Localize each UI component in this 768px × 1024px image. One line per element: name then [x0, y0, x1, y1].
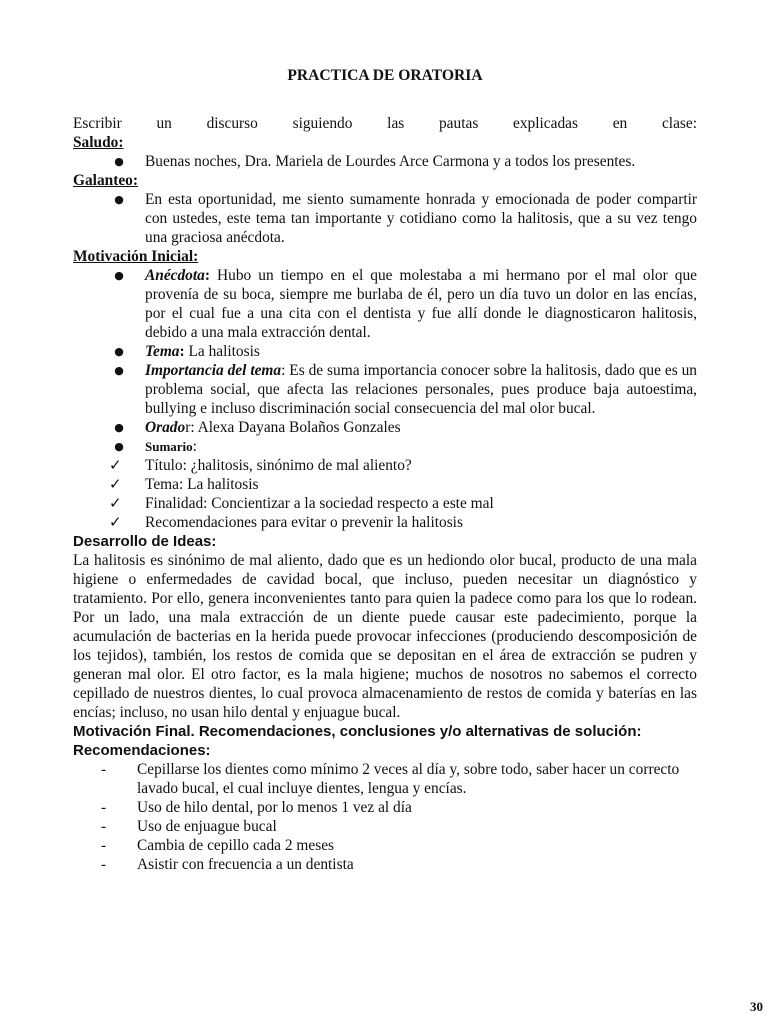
list-item: ● Orador: Alexa Dayana Bolaños Gonzales	[114, 419, 401, 436]
list-item: ✓ Título: ¿halitosis, sinónimo de mal aliento?	[109, 456, 412, 474]
sumario-label: Sumario	[145, 439, 193, 454]
page-title: PRACTICA DE ORATORIA	[287, 67, 483, 84]
checkmark-icon: ✓	[109, 475, 122, 493]
recomendaciones-heading: Recomendaciones:	[73, 742, 211, 759]
bullet-icon: ●	[114, 155, 124, 168]
bullet-icon: ●	[114, 440, 124, 453]
intro-text: Escribir un discurso siguiendo las pautas explicadas en clase:	[73, 115, 697, 132]
motivacion-final-heading: Motivación Final. Recomendaciones, conclusiones y/o alternativas de solución:	[73, 723, 642, 740]
list-item: ● Buenas noches, Dra. Mariela de Lourdes Arce Carmona y a todos los presentes.	[114, 153, 636, 170]
list-item: - Asistir con frecuencia a un dentista	[101, 856, 354, 873]
list-item: ✓ Recomendaciones para evitar o prevenir la halitosis	[109, 513, 463, 531]
list-item: - Uso de enjuague bucal	[101, 818, 277, 835]
list-item: ● Tema: La halitosis	[114, 343, 260, 360]
galanteo-heading: Galanteo:	[73, 172, 138, 189]
item-label: Tema	[145, 343, 180, 360]
dash-icon: -	[101, 761, 107, 778]
list-item: - Cepillarse los dientes como mínimo 2 veces al día y, sobre todo, saber hacer un correcto lavado bucal, el cual incluye dientes, lengua y encías.	[101, 761, 680, 797]
bullet-icon: ●	[114, 421, 124, 434]
checkmark-icon: ✓	[109, 456, 122, 474]
checkmark-icon: ✓	[109, 494, 122, 512]
document-page	[73, 0, 763, 1024]
list-item: ● En esta oportunidad, me siento sumamente honrada y emocionada de poder compartir con ustedes, este tema tan importante y cotidiano como la halitosis, que a su vez tengo una graciosa anécdota.	[114, 191, 697, 246]
list-item: ● Importancia del tema: Es de suma importancia conocer sobre la halitosis, dado que es un problema social, que afecta las relaciones personales, pues produce baja autoestima, bullying e incluso discriminación social consecuencia del mal olor bucal.	[114, 362, 697, 417]
saludo-list	[73, 152, 697, 171]
document-content	[73, 114, 697, 874]
recomendaciones-list	[73, 760, 697, 874]
dash-icon: -	[101, 799, 107, 816]
motivacion-inicial-heading: Motivación Inicial:	[73, 248, 199, 265]
desarrollo-paragraph: La halitosis es sinónimo de mal aliento, dado que es un hediondo olor bucal, producto de una mala higiene o enfermedades de cavidad bocal, que incluso, pueden necesitar un diagnóstico y tratamiento. Por ello, genera inconvenientes tanto para quien la padece como para los que lo rodean. Por un lado, una mala extracción de un diente puede causar este padecimiento, porque la acumulación de bacterias en la herida puede provocar infecciones (produciendo descomposición de los tejidos), también, los restos de comida que se depositan en el área de extracción se pudren y generan mal olor. El otro factor, es la mala higiene; muchos de nosotros no sabemos el correcto cepillado de nuestros dientes, lo cual provoca almacenamiento de restos de comida y baterías en las encías; incluso, no usan hilo dental y enjuague bucal.	[73, 552, 697, 721]
item-label: Orado	[145, 419, 186, 436]
list-item: ✓ Tema: La halitosis	[109, 475, 259, 493]
item-label: Anécdota	[145, 267, 205, 284]
bullet-icon: ●	[114, 364, 124, 377]
motivacion-inicial-list	[73, 266, 697, 456]
dash-icon: -	[101, 837, 107, 854]
list-item: - Cambia de cepillo cada 2 meses	[101, 837, 335, 854]
list-item: ● Sumario:	[114, 438, 197, 455]
list-item: - Uso de hilo dental, por lo menos 1 vez al día	[101, 799, 412, 816]
list-item: ✓ Finalidad: Concientizar a la sociedad respecto a este mal	[109, 494, 494, 512]
saludo-heading: Saludo:	[73, 134, 124, 151]
bullet-icon: ●	[114, 269, 124, 282]
bullet-icon: ●	[114, 345, 124, 358]
checkmark-icon: ✓	[109, 513, 122, 531]
galanteo-list	[73, 190, 697, 247]
page-number: 30	[750, 999, 763, 1014]
sumario-checklist	[73, 456, 697, 532]
dash-icon: -	[101, 818, 107, 835]
bullet-icon: ●	[114, 193, 124, 206]
list-item: ● Anécdota: Hubo un tiempo en el que molestaba a mi hermano por el mal olor que provenía de su boca, siempre me burlaba de él, pero un día tuvo un dolor en las encías, por el cual fue a una cita con el dentista y fue allí donde le diagnosticaron halitosis, debido a una mala extracción dental.	[114, 267, 697, 341]
dash-icon: -	[101, 856, 107, 873]
desarrollo-heading: Desarrollo de Ideas:	[73, 533, 217, 550]
item-label: Importancia del tema	[145, 362, 282, 379]
